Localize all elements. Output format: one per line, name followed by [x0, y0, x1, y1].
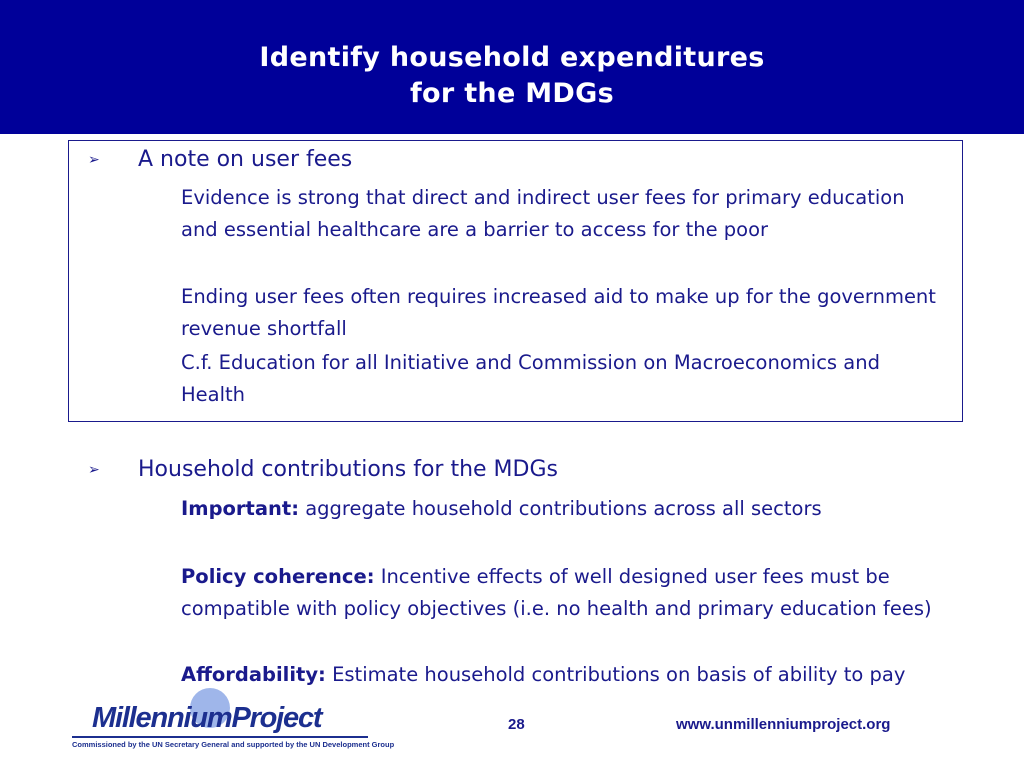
list-item — [181, 659, 941, 691]
item-text: Incentive effects of well designed user fees must be compatible with policy objectives (i.e. no health and primary education fees) — [181, 565, 932, 620]
slide-title — [0, 0, 1024, 112]
arrow-bullet-icon: ➢ — [88, 152, 100, 168]
arrow-bullet-icon: ➢ — [88, 462, 100, 478]
list-item: Ending user fees often requires increased aid to make up for the government revenue shortfall — [181, 285, 936, 340]
item-label: Policy coherence: — [181, 565, 375, 588]
title-line-2: for the MDGs — [410, 78, 614, 109]
logo-divider — [72, 736, 368, 738]
list-item: Evidence is strong that direct and indirect user fees for primary education and essential healthcare are a barrier to access for the poor — [181, 186, 905, 241]
logo-tagline: Commissioned by the UN Secretary General and supported by the UN Development Group — [72, 740, 395, 749]
slide-header — [0, 0, 1024, 134]
section-heading-user-fees: A note on user fees — [138, 147, 353, 172]
item-label: Important: — [181, 497, 300, 520]
footer-url[interactable]: www.unmillenniumproject.org — [676, 716, 891, 733]
title-line-1: Identify household expenditures — [259, 42, 765, 73]
item-label: Affordability: — [181, 663, 326, 686]
page-number: 28 — [508, 716, 525, 733]
list-item — [181, 561, 941, 624]
logo-wordmark: MillenniumProject — [92, 702, 322, 734]
list-item — [181, 493, 941, 525]
millennium-project-logo — [72, 688, 395, 754]
list-item: C.f. Education for all Initiative and Commission on Macroeconomics and Health — [181, 351, 880, 406]
item-text: Estimate household contributions on basis of ability to pay — [325, 663, 906, 686]
section-heading-household: Household contributions for the MDGs — [138, 457, 558, 482]
item-text: aggregate household contributions across all sectors — [299, 497, 822, 520]
